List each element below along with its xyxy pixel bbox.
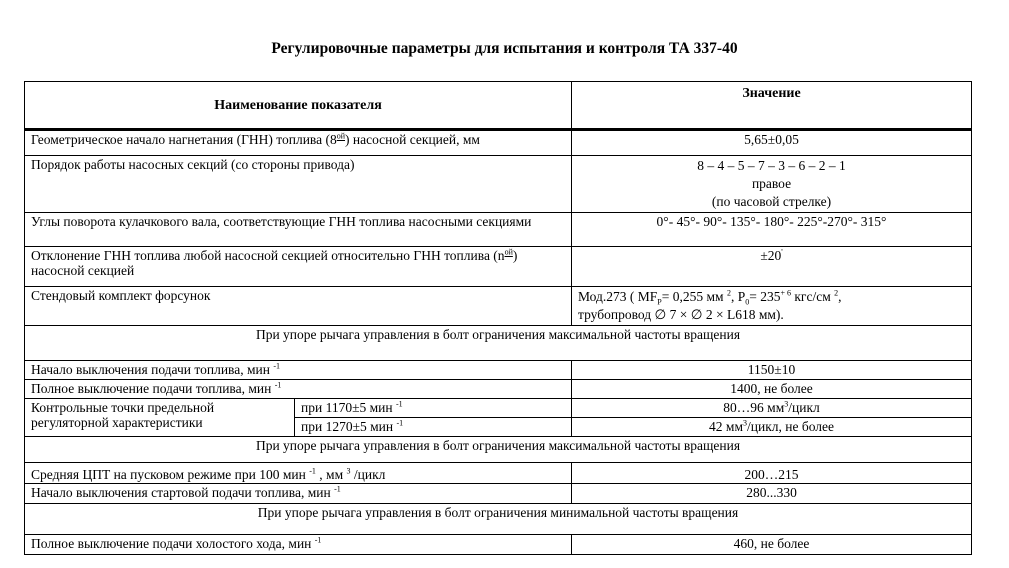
row-value: 5,65±0,05 [572, 130, 972, 156]
row-condition: при 1270±5 мин $^{-1}$ [295, 418, 572, 437]
row-value: 200…215 [572, 463, 972, 484]
table-row [25, 213, 972, 247]
row-value: 460, не более [572, 535, 972, 555]
row-label: Полное выключение подачи топлива, мин $^{-1}$ [25, 380, 572, 399]
section-row [25, 504, 972, 535]
section-heading: При упоре рычага управления в болт ограничения минимальной частоты вращения [25, 504, 972, 535]
table-header-row [25, 82, 972, 130]
row-value: Мод.273 ( $MF_P= 0,255$ мм $^2$, $P_0= 235^{+ 6}$ кгс/см $^2$, трубопровод ∅ 7 × ∅ 2 × L618 мм). [572, 287, 972, 326]
table-row [25, 130, 972, 156]
row-label: Контрольные точки предельной регуляторной характеристики [25, 399, 295, 437]
row-label: Полное выключение подачи холостого хода, мин $^{-1}$ [25, 535, 572, 555]
row-value: 280...330 [572, 484, 972, 504]
row-value: ±20' [572, 247, 972, 287]
table-row [25, 287, 972, 326]
row-label: Порядок работы насосных секций (со стороны привода) [25, 156, 572, 213]
parameters-table [24, 81, 972, 555]
header-name: Наименование показателя [25, 82, 572, 130]
table-row [25, 484, 972, 504]
row-value: 42 $мм^3$/цикл, не более [572, 418, 972, 437]
section-heading: При упоре рычага управления в болт ограничения максимальной частоты вращения [25, 326, 972, 361]
table-row [25, 535, 972, 555]
row-label: Отклонение ГНН топлива любой насосной секцией относительно ГНН топлива $(n^{ой})$ насосной секцией [25, 247, 572, 287]
row-label: Геометрическое начало нагнетания (ГНН) топлива $(8^{ой})$ насосной секцией, мм [25, 130, 572, 156]
section-heading: При упоре рычага управления в болт ограничения максимальной частоты вращения [25, 437, 972, 463]
row-label: Начало выключения подачи топлива, мин $^{-1}$ [25, 361, 572, 380]
row-label: Начало выключения стартовой подачи топлива, мин $^{-1}$ [25, 484, 572, 504]
row-value: 1400, не более [572, 380, 972, 399]
table-row [25, 156, 972, 213]
row-value: 80…96 $мм^3$/цикл [572, 399, 972, 418]
row-condition: при 1170±5 мин $^{-1}$ [295, 399, 572, 418]
table-row [25, 380, 972, 399]
table-row [25, 361, 972, 380]
row-label: Стендовый комплект форсунок [25, 287, 572, 326]
page-title: Регулировочные параметры для испытания и контроля ТА 337-40 [271, 40, 738, 57]
row-value: 0°- 45°- 90°- 135°- 180°- 225°-270°- 315° [572, 213, 972, 247]
table-row [25, 463, 972, 484]
table-row [25, 399, 972, 418]
row-label: Средняя ЦПТ на пусковом режиме при 100 мин $^{-1}$ , мм $^3$ /цикл [25, 463, 572, 484]
section-row [25, 437, 972, 463]
header-value: Значение [572, 82, 972, 130]
row-label: Углы поворота кулачкового вала, соответствующие ГНН топлива насосными секциями [25, 213, 572, 247]
table-row [25, 247, 972, 287]
row-value: 1150±10 [572, 361, 972, 380]
row-value: 8 – 4 – 5 – 7 – 3 – 6 – 2 – 1 правое (по часовой стрелке) [572, 156, 972, 213]
section-row [25, 326, 972, 361]
